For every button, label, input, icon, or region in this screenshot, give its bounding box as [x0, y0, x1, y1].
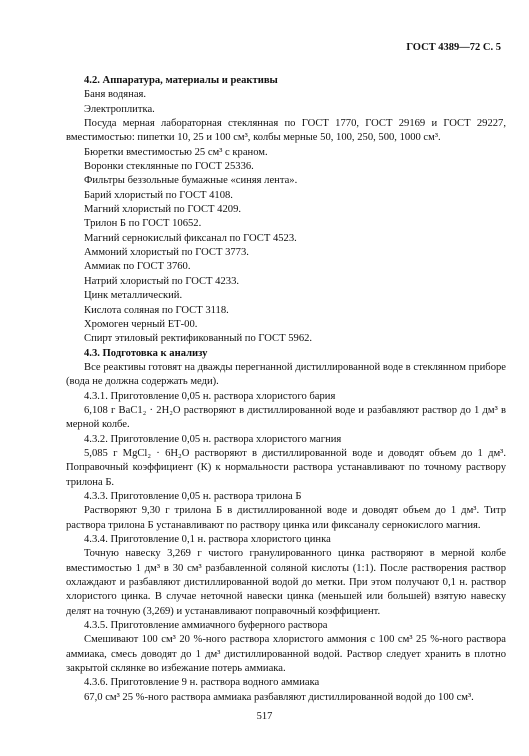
list-item: Электроплитка.	[84, 103, 155, 115]
subsection-title-4-3-2: 4.3.2. Приготовление 0,05 н. раствора хлористого магния	[84, 433, 342, 445]
section-heading-4-3: 4.3. Подготовка к анализу	[84, 347, 208, 359]
subsection-title-4-3-4: 4.3.4. Приготовление 0,1 н. раствора хлористого цинка	[84, 534, 331, 545]
subsection-body-4-3-3: Растворяют 9,30 г трилона Б в дистиллированной воде и доводят объем до 1 дм³. Титр раствора трилона Б устанавливают по раствору цинка или фиксаналу сернокислого магния.	[66, 505, 506, 531]
list-item: Натрий хлористый по ГОСТ 4233.	[84, 275, 240, 287]
subsection-title-4-3-5: 4.3.5. Приготовление аммиачного буферного раствора	[84, 620, 328, 632]
subsection-title-4-3-6: 4.3.6. Приготовление 9 н. раствора водного аммиака	[84, 677, 320, 689]
subsection-title-4-3-1: 4.3.1. Приготовление 0,05 н. раствора хлористого бария	[84, 390, 336, 402]
subsection-body-4-3-4: Точную навеску 3,269 г чистого гранулированного цинка растворяют в мерной колбе вместимостью 1 дм³ в 30 см³ разбавленной соляной кислоты (1:1). После растворения раствор охлаждают и разбавляют дистиллированной водой до метки. При этом получают 0,1 н. раствор хлористого цинка. В случае неточной навески цинка (меньшей или большей) взятую навеску делят на точную (3,269) и устанавливают поправочный коэффициент.	[66, 548, 506, 617]
list-item: Барий хлористый по ГОСТ 4108.	[84, 189, 233, 201]
list-item: Хромоген черный ЕТ-00.	[84, 318, 198, 330]
list-item: Аммиак по ГОСТ 3760.	[84, 261, 191, 273]
subsection-body-4-3-2: 5,085 г MgCl₂ · 6Н₂О растворяют в дистиллированной воде и доводят объем до 1 дм³. Поправочный коэффициент (К) к нормальности раствора устанавливают по точному раствору трилона Б.	[66, 447, 506, 488]
list-item: Спирт этиловый ректификованный по ГОСТ 5962.	[84, 333, 313, 345]
list-item: Кислота соляная по ГОСТ 3118.	[84, 304, 229, 316]
list-item: Баня водяная.	[84, 89, 147, 101]
section-heading-4-2: 4.2. Аппаратура, материалы и реактивы	[84, 75, 278, 86]
subsection-body-4-3-6: 67,0 см³ 25 %-ного раствора аммиака разбавляют дистиллированной водой до 100 см³.	[84, 691, 474, 703]
list-item: Бюретки вместимостью 25 см³ с краном.	[84, 146, 268, 158]
list-item: Цинк металлический.	[84, 290, 183, 302]
list-item: Посуда мерная лабораторная стеклянная по ГОСТ 1770, ГОСТ 29169 и ГОСТ 29227, вместимостью: пипетки 10, 25 и 100 см³, колбы мерные 50, 100, 250, 500, 1000 см³.	[66, 118, 506, 144]
list-item: Магний хлористый по ГОСТ 4209.	[84, 204, 242, 216]
list-item: Фильтры беззольные бумажные «синяя лента».	[84, 175, 298, 187]
section-intro: Все реактивы готовят на дважды перегнанной дистиллированной воде в стеклянном приборе (вода не должна содержать меди).	[66, 361, 506, 388]
subsection-body-4-3-5: Смешивают 100 см³ 20 %-ного раствора хлористого аммония с 100 см³ 25 %-ного раствора аммиака, смесь доводят до 1 дм³ дистиллированной водой. Раствор следует хранить в плотно закрытой склянке во избежание потерь аммиака.	[66, 634, 506, 675]
list-item: Аммоний хлористый по ГОСТ 3773.	[84, 247, 249, 259]
page-number: 517	[256, 711, 273, 722]
page-header: ГОСТ 4389—72 С. 5	[406, 42, 501, 53]
subsection-body-4-3-1: 6,108 г ВаС1₂ · 2Н₂О растворяют в дистиллированной воде и разбавляют раствор до 1 дм³ в мерной колбе.	[66, 404, 506, 431]
page-content	[66, 74, 506, 705]
list-item: Воронки стеклянные по ГОСТ 25336.	[84, 161, 254, 173]
list-item: Магний сернокислый фиксанал по ГОСТ 4523.	[84, 232, 297, 244]
subsection-title-4-3-3: 4.3.3. Приготовление 0,05 н. раствора трилона Б	[84, 490, 302, 502]
list-item: Трилон Б по ГОСТ 10652.	[84, 218, 202, 230]
